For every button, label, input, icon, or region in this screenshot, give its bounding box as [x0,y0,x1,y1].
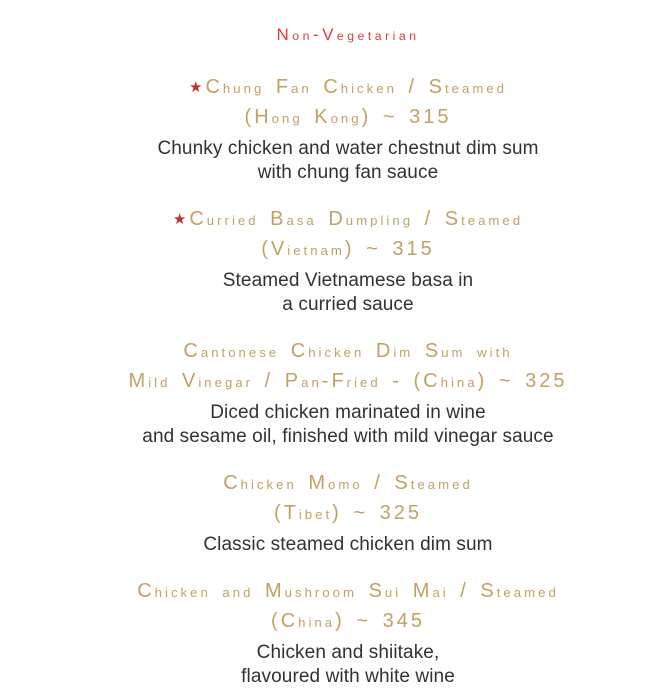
menu-item [46,337,650,449]
item-description-line: flavoured with white wine [241,666,455,687]
item-heading-line [46,235,650,265]
item-description-line: Diced chicken marinated in wine [210,402,486,423]
item-heading-text: (China) ~ 345 [271,610,425,632]
item-heading [46,337,650,397]
item-description [46,401,650,449]
item-description-line: with chung fan sauce [257,162,439,183]
section-title: Non-Vegetarian [276,25,420,44]
item-heading-text: Cantonese Chicken Dim Sum with [183,340,513,362]
menu-item [46,577,650,689]
item-heading-line [46,73,650,103]
item-heading-line [46,499,650,529]
item-heading-line [46,577,650,607]
item-heading [46,577,650,637]
item-heading-line [46,607,650,637]
item-heading [46,73,650,133]
item-heading-text: Curried Basa Dumpling / Steamed [189,208,524,230]
item-description [46,137,650,185]
item-heading-text: Chicken and Mushroom Sui Mai / Steamed [137,580,559,602]
item-description [46,269,650,317]
item-heading-line [46,469,650,499]
item-description-line: a curried sauce [282,294,414,315]
item-heading-text: Chicken Momo / Steamed [223,472,473,494]
item-description-line: Chunky chicken and water chestnut dim sum [157,138,539,159]
item-description [46,533,650,557]
item-heading-line [46,367,650,397]
item-heading-text: (Tibet) ~ 325 [273,502,423,524]
item-description-line: and sesame oil, finished with mild vinegar sauce [142,426,554,447]
item-description-line: Classic steamed chicken dim sum [203,534,493,555]
item-description-line: Chicken and shiitake, [256,642,440,663]
menu-item [46,469,650,557]
menu-column [46,0,650,689]
item-heading-line [46,205,650,235]
item-heading-text: (Vietnam) ~ 315 [261,238,435,260]
menu-item [46,73,650,185]
star-icon: ★ [172,211,187,228]
item-heading-line [46,337,650,367]
item-heading-text: (Hong Kong) ~ 315 [244,106,452,128]
star-icon: ★ [189,79,203,96]
item-heading [46,469,650,529]
item-description [46,641,650,689]
item-description-line: Steamed Vietnamese basa in [222,270,474,291]
item-heading-text: Mild Vinegar / Pan-Fried - (China) ~ 325 [128,370,568,392]
item-heading [46,205,650,265]
item-heading-text: Chung Fan Chicken / Steamed [205,76,507,98]
item-heading-line [46,103,650,133]
menu-items [46,73,650,689]
menu-item [46,205,650,317]
